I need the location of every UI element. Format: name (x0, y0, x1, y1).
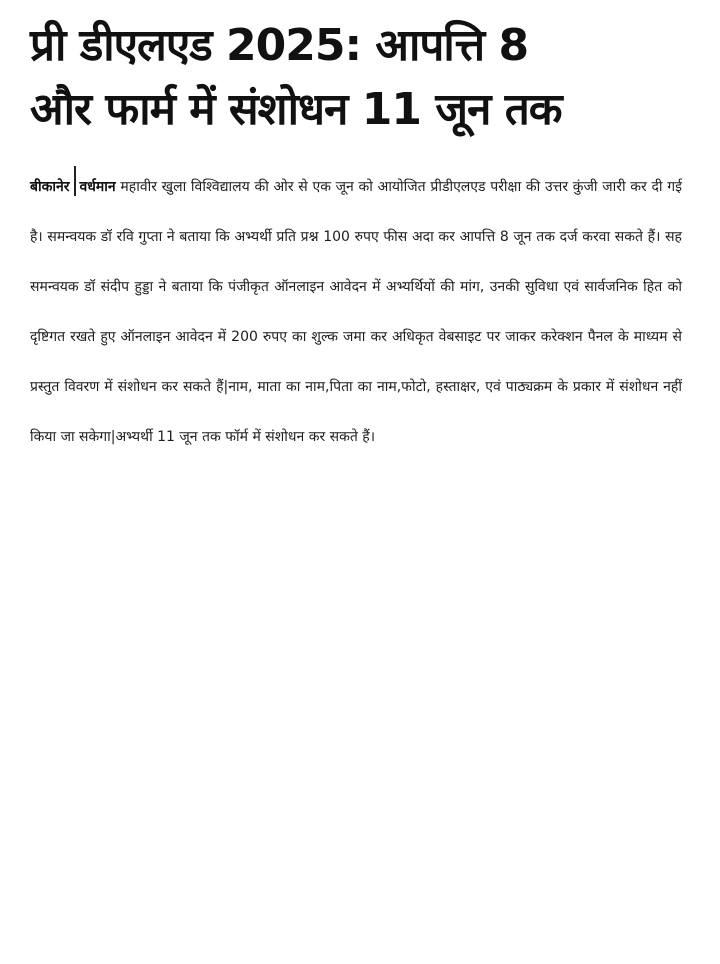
article-body-text: महावीर खुला विश्विद्यालय की ओर से एक जून को आयोजित प्रीडीएलएड परीक्षा की उत्तर कुंजी जारी कर दी गई है। समन्वयक डॉ रवि गुप्ता ने बताया कि अभ्यर्थी प्रति प्रश्न 100 रुपए फीस अदा कर आपत्ति 8 जून तक दर्ज करवा सकते हैं। सह समन्वयक डॉ संदीप हुड्डा ने बताया कि पंजीकृत ऑनलाइन आवेदन में अभ्यर्थियों की मांग, उनकी सुविधा एवं सार्वजनिक हित को दृष्टिगत रखते हुए ऑनलाइन आवेदन में 200 रुपए का शुल्क जमा कर अधिकृत वेबसाइट पर जाकर करेक्शन पैनल के माध्यम से प्रस्तुत विवरण में संशोधन कर सकते हैं|नाम, माता का नाम,पिता का नाम,फोटो, हस्ताक्षर, एवं पाठ्यक्रम के प्रकार में संशोधन नहीं किया जा सकेगा|अभ्यर्थी 11 जून तक फॉर्म में संशोधन कर सकते हैं। (30, 179, 683, 445)
dateline-reporter: वर्धमान (79, 179, 116, 195)
headline-line-1: प्री डीएलएड 2025: आपत्ति 8 (30, 20, 529, 71)
dateline-city: बीकानेर (30, 179, 70, 195)
article-body (30, 162, 690, 462)
dateline-separator (74, 166, 76, 196)
headline-line-2: और फार्म में संशोधन 11 जून तक (30, 84, 562, 135)
headline (30, 14, 690, 142)
